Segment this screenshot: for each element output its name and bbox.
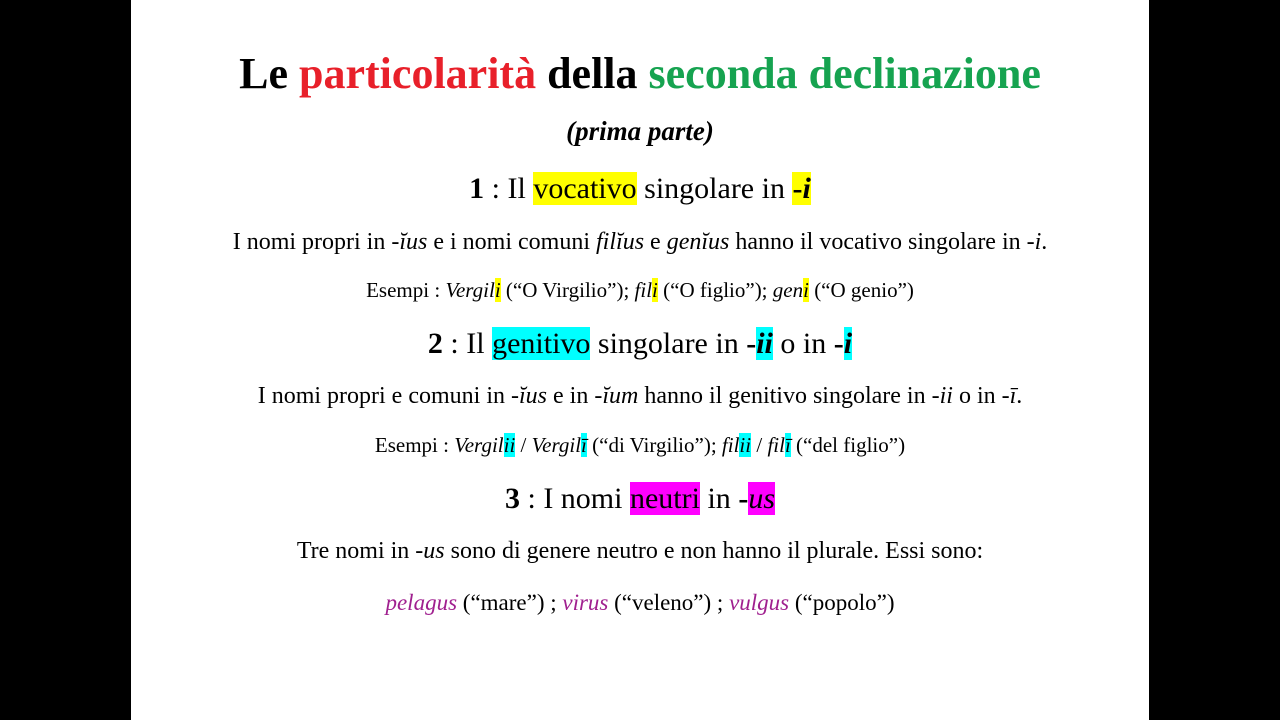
title-word-le: Le [239,49,289,98]
section-1-middle: singolare in [636,172,793,205]
dash: - [746,327,757,360]
example-translation: (“veleno”) ; [608,590,730,615]
dash: - [792,172,803,205]
example-word: fil [767,433,785,457]
example-word: fil [634,278,653,302]
text: e in - [547,383,603,409]
example-ending: i [494,278,501,302]
example-word: Vergil [445,278,495,302]
text: sono di genere neutro e non hanno il plurale. Essi sono: [444,538,984,564]
example-translation: (“popolo”) [789,590,895,615]
title-word-particolarita: particolarità [299,49,537,98]
section-2-description [131,381,1149,411]
slash: / [515,433,532,457]
text-italic: ĭus [399,229,428,255]
example-ending: ī [581,433,587,457]
example-translation: (“O Virgilio”); [500,278,635,302]
example-translation: (“mare”) ; [457,590,563,615]
section-1-prefix: : Il [484,172,534,205]
example-word: fil [721,433,740,457]
text-italic: ĭus [518,383,547,409]
section-1-heading [131,171,1149,207]
examples-label: Esempi : [374,433,455,457]
section-2-middle: singolare in [590,327,747,360]
text-italic: ii [939,383,953,409]
text-italic: ĭum [602,383,639,409]
examples-label: Esempi : [366,278,446,302]
section-1-number: 1 [469,172,485,205]
example-translation: (“del figlio”) [790,433,906,457]
highlight-ending-i [844,327,852,360]
example-translation: (“O genio”) [808,278,914,302]
ending-term: i [843,327,853,360]
section-3-number: 3 [504,482,520,515]
highlight-vocativo: vocativo [533,172,637,205]
example-word: Vergil [531,433,582,457]
text: e [644,229,667,255]
example-translation: (“di Virgilio”); [586,433,722,457]
highlight-neutri: neutri [629,482,700,515]
text: e i nomi comuni [427,229,597,255]
section-2-prefix: : Il [442,327,493,360]
example-word: Vergil [454,433,504,457]
slide-subtitle: (prima parte) [566,116,714,146]
title-word-seconda-declinazione: seconda declinazione [648,49,1041,98]
ending-term: ii [756,327,773,360]
example-ending: ii [739,433,752,457]
highlight-ending-ii [756,327,773,360]
text: o in - [952,383,1010,409]
dash: - [738,482,749,515]
slash: / [751,433,768,457]
ending-term: us [748,482,775,515]
example-translation: (“O figlio”); [657,278,773,302]
section-1-examples [131,277,1149,303]
text-italic: filĭus [596,229,645,255]
text-italic: i [1034,229,1042,255]
slide [131,0,1149,720]
highlight-ending-us [748,482,775,515]
ending-term: i [802,172,811,205]
section-2-heading [131,326,1149,362]
text-italic: us [423,538,445,564]
example-ending: ī [784,433,791,457]
section-3-examples [131,588,1149,618]
section-3-heading [131,481,1149,517]
highlight-ending-i [792,172,810,205]
dash: - [833,327,844,360]
text: . [1016,383,1023,409]
text-italic: ī [1009,383,1017,409]
example-ending: i [652,278,658,302]
example-ending: i [803,278,809,302]
text: I nomi propri e comuni in - [257,383,519,409]
text: hanno il genitivo singolare in - [638,383,940,409]
text: . [1041,229,1048,255]
example-word-vulgus: vulgus [729,590,790,615]
text: hanno il vocativo singolare in - [729,229,1035,255]
section-2-examples [131,432,1149,458]
example-ending: ii [503,433,516,457]
title-word-della: della [547,49,638,98]
section-2-number: 2 [427,327,443,360]
text-italic: genĭus [666,229,730,255]
text: Tre nomi in - [296,538,424,564]
example-word-virus: virus [562,590,609,615]
section-3-description [131,536,1149,566]
section-1-description [131,227,1149,257]
example-word-pelagus: pelagus [385,590,458,615]
section-3-middle: in [699,482,739,515]
section-3-prefix: : I nomi [519,482,630,515]
text: I nomi propri in - [232,229,400,255]
highlight-genitivo: genitivo [492,327,591,360]
example-word: gen [772,278,804,302]
section-2-or: o in [772,327,834,360]
slide-title [131,48,1149,100]
